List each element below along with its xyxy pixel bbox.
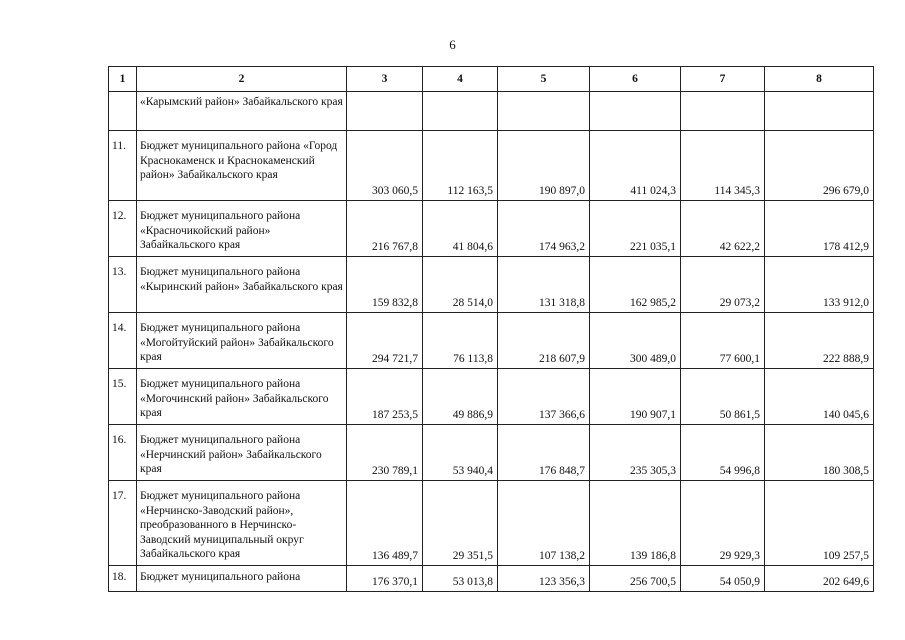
value-cell: [423, 92, 498, 131]
value-cell: [681, 92, 765, 131]
value-cell: 139 186,8: [590, 481, 681, 566]
value-cell: 114 345,3: [681, 131, 765, 201]
row-number: 15.: [109, 369, 137, 425]
budget-name: Бюджет муниципального района «Могойтуйский район» Забайкальского края: [137, 313, 347, 369]
row-number: 12.: [109, 201, 137, 257]
value-cell: 411 024,3: [590, 131, 681, 201]
value-cell: 76 113,8: [423, 313, 498, 369]
row-number: 13.: [109, 257, 137, 313]
value-cell: 159 832,8: [347, 257, 423, 313]
value-cell: 178 412,9: [765, 201, 874, 257]
value-cell: 221 035,1: [590, 201, 681, 257]
budget-name: Бюджет муниципального района «Город Краснокаменск и Краснокаменский район» Забайкальского края: [137, 131, 347, 201]
row-number: [109, 92, 137, 131]
value-cell: 222 888,9: [765, 313, 874, 369]
value-cell: 133 912,0: [765, 257, 874, 313]
value-cell: 28 514,0: [423, 257, 498, 313]
table-row: [109, 313, 874, 369]
value-cell: 174 963,2: [498, 201, 590, 257]
table-row: [109, 131, 874, 201]
value-cell: 29 351,5: [423, 481, 498, 566]
budget-name: Бюджет муниципального района «Могочинский район» Забайкальского края: [137, 369, 347, 425]
value-cell: 29 073,2: [681, 257, 765, 313]
row-number: 14.: [109, 313, 137, 369]
page-number: 6: [449, 37, 456, 52]
value-cell: 136 489,7: [347, 481, 423, 566]
value-cell: 300 489,0: [590, 313, 681, 369]
value-cell: 218 607,9: [498, 313, 590, 369]
value-cell: [765, 92, 874, 131]
value-cell: 41 804,6: [423, 201, 498, 257]
budget-name: Бюджет муниципального района «Красночикойский район» Забайкальского края: [137, 201, 347, 257]
value-cell: 296 679,0: [765, 131, 874, 201]
value-cell: 112 163,5: [423, 131, 498, 201]
value-cell: 42 622,2: [681, 201, 765, 257]
value-cell: 107 138,2: [498, 481, 590, 566]
table-row: [109, 257, 874, 313]
table-row: [109, 369, 874, 425]
table-row: [109, 425, 874, 481]
value-cell: 190 897,0: [498, 131, 590, 201]
budget-name: Бюджет муниципального района «Кыринский район» Забайкальского края: [137, 257, 347, 313]
value-cell: [498, 92, 590, 131]
budget-table: [108, 66, 874, 592]
header-row: [109, 67, 874, 92]
value-cell: [590, 92, 681, 131]
budget-name: Бюджет муниципального района «Нерчинско-Заводский район», преобразованного в Нерчинско-Заводский муниципальный округ Забайкальского края: [137, 481, 347, 566]
row-number: 17.: [109, 481, 137, 566]
header-cell: 8: [765, 67, 874, 92]
value-cell: 131 318,8: [498, 257, 590, 313]
value-cell: 303 060,5: [347, 131, 423, 201]
value-cell: 54 050,9: [681, 566, 765, 592]
value-cell: 190 907,1: [590, 369, 681, 425]
budget-name: Бюджет муниципального района «Нерчинский район» Забайкальского края: [137, 425, 347, 481]
budget-name: «Карымский район» Забайкальского края: [137, 92, 347, 131]
header-cell: 2: [137, 67, 347, 92]
budget-name: Бюджет муниципального района: [137, 566, 347, 592]
row-number: 18.: [109, 566, 137, 592]
value-cell: 109 257,5: [765, 481, 874, 566]
value-cell: 123 356,3: [498, 566, 590, 592]
header-cell: 4: [423, 67, 498, 92]
value-cell: 235 305,3: [590, 425, 681, 481]
value-cell: 77 600,1: [681, 313, 765, 369]
value-cell: 137 366,6: [498, 369, 590, 425]
table-row: [109, 566, 874, 592]
value-cell: 230 789,1: [347, 425, 423, 481]
value-cell: 53 013,8: [423, 566, 498, 592]
row-number: 16.: [109, 425, 137, 481]
table-row: [109, 92, 874, 131]
value-cell: 29 929,3: [681, 481, 765, 566]
header-cell: 7: [681, 67, 765, 92]
header-cell: 5: [498, 67, 590, 92]
value-cell: 50 861,5: [681, 369, 765, 425]
value-cell: 187 253,5: [347, 369, 423, 425]
header-cell: 6: [590, 67, 681, 92]
row-number: 11.: [109, 131, 137, 201]
value-cell: 140 045,6: [765, 369, 874, 425]
value-cell: 176 370,1: [347, 566, 423, 592]
header-cell: 1: [109, 67, 137, 92]
table-row: [109, 201, 874, 257]
value-cell: 49 886,9: [423, 369, 498, 425]
value-cell: 176 848,7: [498, 425, 590, 481]
value-cell: 202 649,6: [765, 566, 874, 592]
value-cell: [347, 92, 423, 131]
value-cell: 53 940,4: [423, 425, 498, 481]
value-cell: 294 721,7: [347, 313, 423, 369]
table-row: [109, 481, 874, 566]
value-cell: 54 996,8: [681, 425, 765, 481]
value-cell: 162 985,2: [590, 257, 681, 313]
value-cell: 180 308,5: [765, 425, 874, 481]
header-cell: 3: [347, 67, 423, 92]
value-cell: 256 700,5: [590, 566, 681, 592]
value-cell: 216 767,8: [347, 201, 423, 257]
